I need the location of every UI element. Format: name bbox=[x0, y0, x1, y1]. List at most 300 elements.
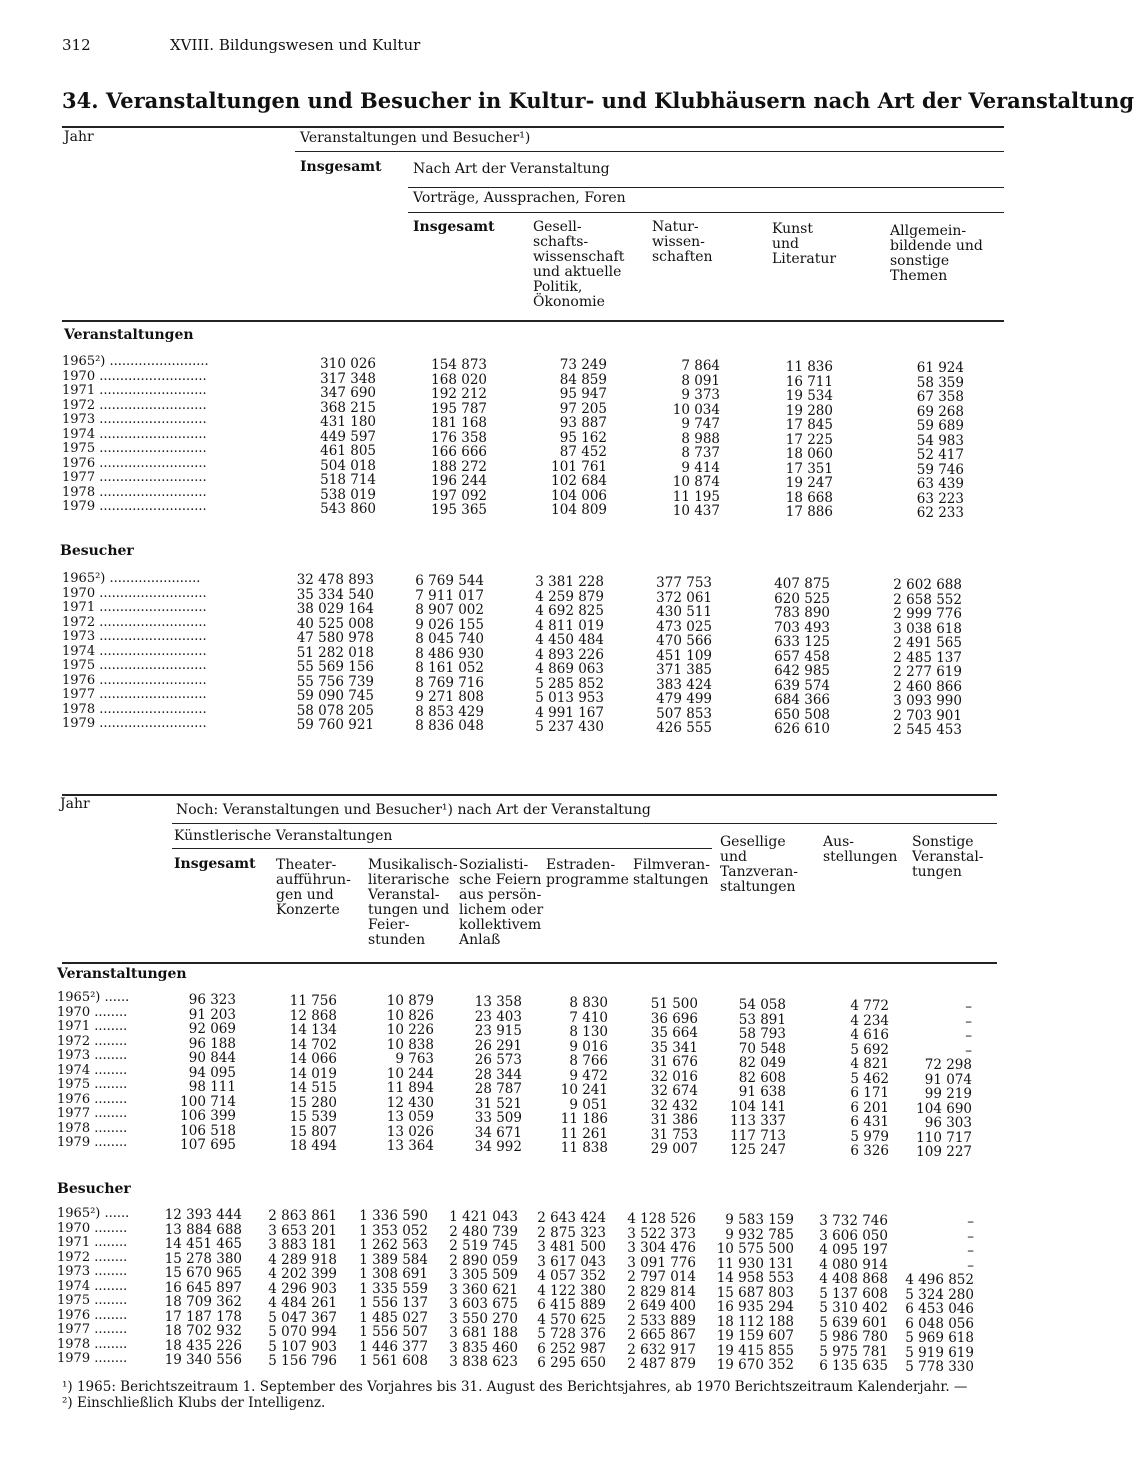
table-cell: 9 763 bbox=[395, 1051, 434, 1067]
table-cell: 5 975 781 bbox=[819, 1343, 888, 1360]
table-title: 34. Veranstaltungen und Besucher in Kultur- und Klubhäusern nach Art der Veranstaltung bbox=[62, 88, 1134, 113]
table-cell: 51 500 bbox=[650, 996, 698, 1012]
year-label: 1975 .......................... bbox=[62, 441, 207, 456]
table-cell: 15 539 bbox=[289, 1109, 337, 1125]
table-cell: 14 134 bbox=[289, 1022, 337, 1038]
table-cell: 82 608 bbox=[738, 1069, 786, 1086]
table-cell: 5 070 994 bbox=[268, 1324, 337, 1340]
table-cell: 626 610 bbox=[774, 721, 830, 737]
table-cell: 6 769 544 bbox=[415, 573, 484, 589]
table-cell: 91 638 bbox=[738, 1084, 786, 1100]
year-label: 1973 .......................... bbox=[62, 629, 207, 644]
table2-header-jahr: Jahr bbox=[60, 796, 90, 812]
table-cell: 4 122 380 bbox=[537, 1282, 606, 1299]
table-cell: 10 879 bbox=[386, 993, 434, 1009]
table2-veranstaltungen-years bbox=[57, 991, 157, 1151]
table-cell: 507 853 bbox=[656, 705, 712, 722]
table-cell: 684 366 bbox=[774, 692, 830, 708]
table-cell: 16 645 897 bbox=[164, 1279, 242, 1296]
table-cell: 95 947 bbox=[559, 386, 607, 402]
table-cell: 96 303 bbox=[924, 1115, 972, 1131]
table-cell: 113 337 bbox=[730, 1113, 786, 1129]
table-cell: 6 201 bbox=[850, 1099, 889, 1116]
year-label: 1970 ........ bbox=[57, 1220, 128, 1236]
table-cell: 23 403 bbox=[474, 1008, 522, 1025]
table-cell: 47 580 978 bbox=[296, 630, 374, 646]
table-cell: 9 373 bbox=[681, 387, 720, 403]
table-cell: 5 919 619 bbox=[905, 1344, 974, 1361]
table-cell: 28 344 bbox=[474, 1066, 522, 1083]
table-cell: 1 561 608 bbox=[359, 1353, 428, 1369]
table-cell: 87 452 bbox=[559, 444, 607, 460]
table1-rule-group bbox=[295, 151, 1004, 152]
table-cell: 9 016 bbox=[569, 1038, 608, 1055]
table-cell: 13 884 688 bbox=[164, 1221, 242, 1238]
table-cell: 32 016 bbox=[650, 1068, 698, 1085]
running-header bbox=[62, 36, 420, 54]
table-cell: 4 893 226 bbox=[535, 646, 604, 663]
table-cell: 7 864 bbox=[681, 358, 720, 374]
table-cell: – bbox=[967, 1214, 974, 1230]
table-cell: 4 289 918 bbox=[268, 1251, 337, 1268]
year-label: 1970 .......................... bbox=[62, 368, 207, 384]
year-label: 1975 ........ bbox=[57, 1077, 128, 1092]
table1-rule-nach-art bbox=[408, 187, 1004, 188]
table-cell: 543 860 bbox=[320, 501, 376, 517]
table-cell: 8 830 bbox=[569, 995, 608, 1011]
table-cell: 12 868 bbox=[289, 1007, 337, 1024]
table2-header-sozialistisch: Sozialisti- sche Feiern aus persön- lichem oder kollektivem Anlaß bbox=[459, 857, 544, 948]
table-cell: 1 353 052 bbox=[359, 1222, 428, 1239]
table-cell: 10 226 bbox=[386, 1022, 434, 1038]
table2-besucher-col-ausstellungen bbox=[800, 1214, 888, 1374]
table-cell: 84 859 bbox=[559, 371, 607, 388]
table2-besucher-col-film bbox=[608, 1212, 696, 1372]
table-cell: 4 296 903 bbox=[268, 1280, 337, 1297]
table2-besucher-col-estraden bbox=[518, 1211, 606, 1371]
table-cell: 377 753 bbox=[656, 575, 712, 591]
table2-header-kuenstlerische: Künstlerische Veranstaltungen bbox=[174, 828, 393, 844]
table1-besucher-years bbox=[62, 572, 286, 732]
table-cell: – bbox=[965, 1028, 972, 1044]
table-cell: 347 690 bbox=[320, 385, 376, 401]
table-cell: 4 080 914 bbox=[819, 1256, 888, 1273]
table-cell: 2 665 867 bbox=[627, 1327, 696, 1343]
table-cell: 61 924 bbox=[916, 360, 964, 376]
table-cell: 3 835 460 bbox=[449, 1339, 518, 1356]
table-cell: 657 458 bbox=[774, 648, 830, 665]
table-cell: 1 556 507 bbox=[359, 1324, 428, 1340]
table-cell: 55 569 156 bbox=[296, 659, 374, 675]
table1-rule-vortraege bbox=[408, 212, 1004, 213]
table-cell: 2 875 323 bbox=[537, 1224, 606, 1241]
table-cell: 54 058 bbox=[738, 997, 786, 1013]
table1-header-bottom-rule bbox=[62, 320, 1004, 322]
table2-besucher-years bbox=[57, 1207, 157, 1367]
table-cell: 3 838 623 bbox=[449, 1354, 518, 1370]
year-label: 1979 ........ bbox=[57, 1351, 128, 1366]
table-cell: 197 092 bbox=[431, 487, 487, 504]
table-cell: 4 570 625 bbox=[537, 1311, 606, 1328]
table-cell: 19 670 352 bbox=[716, 1357, 794, 1373]
table-cell: 703 493 bbox=[774, 619, 830, 636]
table-cell: 2 519 745 bbox=[449, 1238, 518, 1254]
year-label: 1965²) ...... bbox=[57, 1206, 130, 1221]
year-label: 1974 .......................... bbox=[62, 643, 207, 659]
table-cell: 18 494 bbox=[289, 1138, 337, 1154]
table-cell: 19 280 bbox=[785, 402, 833, 419]
table-cell: 5 986 780 bbox=[819, 1329, 888, 1345]
table-cell: 117 713 bbox=[730, 1127, 786, 1144]
table-cell: 783 890 bbox=[774, 605, 830, 621]
table-cell: 6 135 635 bbox=[819, 1358, 888, 1374]
table-cell: 2 485 137 bbox=[893, 649, 962, 666]
table-cell: 9 026 155 bbox=[415, 616, 484, 633]
table-cell: 4 811 019 bbox=[535, 617, 604, 634]
table-cell: 2 890 059 bbox=[449, 1252, 518, 1269]
table-cell: 4 234 bbox=[850, 1012, 889, 1029]
table-cell: 5 692 bbox=[850, 1041, 889, 1058]
table-cell: 93 887 bbox=[559, 415, 607, 431]
table1-besucher-col-kunst bbox=[740, 577, 830, 737]
table-cell: 69 268 bbox=[916, 403, 964, 420]
table-cell: 1 262 563 bbox=[359, 1237, 428, 1253]
chapter-title: XVIII. Bildungswesen und Kultur bbox=[170, 36, 421, 54]
table-cell: 8 045 740 bbox=[415, 631, 484, 647]
table2-col-gesellige bbox=[706, 998, 786, 1158]
table-cell: 6 415 889 bbox=[537, 1297, 606, 1313]
table-cell: 168 020 bbox=[431, 371, 487, 388]
table-cell: 4 259 879 bbox=[535, 588, 604, 605]
table-cell: 6 326 bbox=[850, 1143, 889, 1159]
table-cell: 2 487 879 bbox=[627, 1356, 696, 1372]
table-cell: 2 797 014 bbox=[627, 1269, 696, 1285]
table-cell: 19 247 bbox=[785, 475, 833, 491]
table-cell: 36 696 bbox=[650, 1010, 698, 1027]
table-cell: 5 285 852 bbox=[535, 675, 604, 692]
table-cell: 5 639 601 bbox=[819, 1314, 888, 1331]
table-cell: 2 703 901 bbox=[893, 707, 962, 724]
table1-header-nach-art: Nach Art der Veranstaltung bbox=[413, 161, 610, 177]
table-cell: 3 653 201 bbox=[268, 1222, 337, 1239]
table1-top-rule bbox=[62, 126, 1004, 128]
table-cell: 317 348 bbox=[320, 370, 376, 387]
table-cell: 5 137 608 bbox=[819, 1285, 888, 1302]
table-cell: 34 671 bbox=[474, 1124, 522, 1141]
table-cell: 407 875 bbox=[774, 576, 830, 592]
table-cell: 11 838 bbox=[560, 1140, 608, 1156]
table-cell: 3 617 043 bbox=[537, 1253, 606, 1270]
table-cell: 8 766 bbox=[569, 1053, 608, 1069]
table-cell: 4 202 399 bbox=[268, 1266, 337, 1282]
table-cell: 4 821 bbox=[850, 1056, 889, 1072]
table-cell: 372 061 bbox=[656, 589, 712, 606]
table-cell: 17 187 178 bbox=[164, 1308, 242, 1325]
table-cell: 10 244 bbox=[386, 1065, 434, 1082]
table-cell: 371 385 bbox=[656, 662, 712, 678]
table1-header-vortraege: Vorträge, Aussprachen, Foren bbox=[413, 190, 626, 206]
table2-col-ausstellungen bbox=[800, 999, 889, 1159]
table1-header-jahr: Jahr bbox=[64, 129, 94, 145]
table-cell: 19 340 556 bbox=[164, 1352, 242, 1368]
table-cell: 5 979 bbox=[850, 1128, 889, 1145]
table-cell: 1 336 590 bbox=[359, 1208, 428, 1224]
year-label: 1965²) ........................ bbox=[62, 354, 209, 369]
table-cell: 14 019 bbox=[289, 1065, 337, 1082]
table-cell: 104 141 bbox=[730, 1098, 786, 1115]
table2-besucher-col-gesellige bbox=[702, 1213, 794, 1373]
year-label: 1976 .......................... bbox=[62, 455, 207, 471]
table-cell: 59 760 921 bbox=[296, 717, 374, 733]
table-cell: 29 007 bbox=[650, 1141, 698, 1157]
table-cell: 3 091 776 bbox=[627, 1254, 696, 1271]
table-cell: 17 225 bbox=[785, 431, 833, 448]
table-cell: 35 664 bbox=[650, 1025, 698, 1041]
table-cell: 5 728 376 bbox=[537, 1326, 606, 1342]
table-cell: 92 069 bbox=[188, 1021, 236, 1037]
table-cell: 59 746 bbox=[916, 461, 964, 478]
year-label: 1973 ........ bbox=[57, 1048, 128, 1063]
table-cell: 14 958 553 bbox=[716, 1270, 794, 1286]
table-cell: 518 714 bbox=[320, 472, 376, 488]
year-label: 1978 ........ bbox=[57, 1336, 128, 1352]
table-cell: – bbox=[967, 1243, 974, 1259]
table-cell: 18 668 bbox=[785, 489, 833, 506]
table-cell: 461 805 bbox=[320, 443, 376, 459]
table-cell: 23 915 bbox=[474, 1023, 522, 1039]
table-cell: 5 047 367 bbox=[268, 1309, 337, 1326]
table-cell: 181 168 bbox=[431, 415, 487, 431]
year-label: 1970 .......................... bbox=[62, 585, 207, 601]
table-cell: 2 829 814 bbox=[627, 1283, 696, 1300]
table-cell: 3 304 476 bbox=[627, 1240, 696, 1256]
table-cell: 4 692 825 bbox=[535, 603, 604, 619]
table-cell: 4 484 261 bbox=[268, 1295, 337, 1311]
table-cell: 6 295 650 bbox=[537, 1355, 606, 1371]
table-cell: 650 508 bbox=[774, 706, 830, 723]
table-cell: 102 684 bbox=[551, 473, 607, 489]
table-cell: 166 666 bbox=[431, 444, 487, 460]
year-label: 1971 ........ bbox=[57, 1235, 128, 1250]
year-label: 1976 .......................... bbox=[62, 672, 207, 688]
table-cell: 154 873 bbox=[431, 357, 487, 373]
table1-besucher-col-natur bbox=[626, 576, 712, 736]
table-cell: 5 107 903 bbox=[268, 1338, 337, 1355]
year-label: 1979 .......................... bbox=[62, 499, 207, 514]
table-cell: 2 999 776 bbox=[893, 606, 962, 622]
year-label: 1977 ........ bbox=[57, 1322, 128, 1337]
table-cell: 11 261 bbox=[560, 1125, 608, 1142]
table-cell: 5 462 bbox=[850, 1070, 889, 1087]
table2-col-film bbox=[614, 997, 698, 1157]
table-cell: 451 109 bbox=[656, 647, 712, 664]
table-cell: 188 272 bbox=[431, 458, 487, 475]
table-cell: 11 186 bbox=[560, 1111, 608, 1127]
table1-section-label-besucher: Besucher bbox=[60, 543, 134, 559]
year-label: 1974 .......................... bbox=[62, 426, 207, 442]
table2-besucher-col-musikalisch bbox=[344, 1209, 428, 1369]
table-cell: 35 341 bbox=[650, 1039, 698, 1056]
table-cell: 196 244 bbox=[431, 473, 487, 489]
table-cell: 96 188 bbox=[188, 1035, 236, 1052]
table-cell: 8 988 bbox=[681, 430, 720, 447]
table-cell: 96 323 bbox=[188, 992, 236, 1008]
table-cell: 98 111 bbox=[188, 1079, 236, 1095]
table-cell: 17 845 bbox=[785, 417, 833, 433]
table-cell: 28 787 bbox=[474, 1081, 522, 1097]
year-label: 1975 ........ bbox=[57, 1293, 128, 1308]
year-label: 1978 .......................... bbox=[62, 484, 207, 500]
table-cell: 58 359 bbox=[916, 374, 964, 391]
table2-header-film: Filmveran- staltungen bbox=[633, 857, 710, 888]
table-cell: 62 233 bbox=[916, 505, 964, 521]
table-cell: 63 439 bbox=[916, 476, 964, 492]
table-cell: 1 421 043 bbox=[449, 1209, 518, 1225]
table-cell: 14 702 bbox=[289, 1036, 337, 1053]
table-cell: 106 399 bbox=[180, 1108, 236, 1124]
table-cell: 2 658 552 bbox=[893, 591, 962, 608]
table-cell: 15 670 965 bbox=[164, 1265, 242, 1281]
table1-col-allgemein bbox=[870, 361, 964, 521]
year-label: 1979 ........ bbox=[57, 1135, 128, 1150]
table1-col-insgesamt bbox=[290, 357, 376, 517]
table-cell: 13 059 bbox=[386, 1109, 434, 1125]
table-cell: 4 991 167 bbox=[535, 704, 604, 721]
table-cell: 7 911 017 bbox=[415, 587, 484, 604]
table-cell: 18 709 362 bbox=[164, 1294, 242, 1310]
year-label: 1977 ........ bbox=[57, 1106, 128, 1121]
table1-col-gesellschaft bbox=[515, 358, 607, 518]
table-cell: 12 430 bbox=[386, 1094, 434, 1111]
table-cell: 63 223 bbox=[916, 490, 964, 507]
table-cell: 633 125 bbox=[774, 634, 830, 650]
table-cell: 19 534 bbox=[785, 388, 833, 404]
table-cell: 10 575 500 bbox=[716, 1241, 794, 1257]
table-cell: 1 308 691 bbox=[359, 1266, 428, 1282]
table-cell: 18 112 188 bbox=[716, 1313, 794, 1330]
table-cell: 8 130 bbox=[569, 1024, 608, 1040]
table-cell: 100 714 bbox=[180, 1093, 236, 1110]
table1-header-gesellschaft: Gesell- schafts- wissenschaft und aktuelle Politik, Ökonomie bbox=[533, 219, 625, 310]
table-cell: 8 853 429 bbox=[415, 703, 484, 720]
table-cell: 82 049 bbox=[738, 1055, 786, 1071]
table-cell: 14 451 465 bbox=[164, 1236, 242, 1252]
year-label: 1976 ........ bbox=[57, 1307, 128, 1323]
table-cell: 10 241 bbox=[560, 1082, 608, 1098]
table2-besucher-col-sozialistisch bbox=[432, 1210, 518, 1370]
table-cell: 17 351 bbox=[785, 460, 833, 477]
table-cell: 91 203 bbox=[188, 1006, 236, 1023]
table-cell: 10 437 bbox=[672, 503, 720, 519]
table-cell: 15 280 bbox=[289, 1094, 337, 1111]
table-cell: 310 026 bbox=[320, 356, 376, 372]
table1-header-insgesamt: Insgesamt bbox=[300, 159, 382, 175]
table-cell: 1 556 137 bbox=[359, 1295, 428, 1311]
table-cell: 67 358 bbox=[916, 389, 964, 405]
table2-section-label-besucher: Besucher bbox=[57, 1181, 131, 1197]
table-cell: 16 935 294 bbox=[716, 1299, 794, 1315]
table-cell: 9 051 bbox=[569, 1096, 608, 1113]
table-cell: 11 894 bbox=[386, 1080, 434, 1096]
table-cell: 9 932 785 bbox=[725, 1226, 794, 1243]
table-cell: 18 702 932 bbox=[164, 1323, 242, 1339]
table2-col-k-insgesamt bbox=[158, 993, 236, 1153]
table2-rule-group bbox=[172, 823, 997, 824]
table-cell: 430 511 bbox=[656, 604, 712, 620]
table-cell: 6 252 987 bbox=[537, 1340, 606, 1357]
table-cell: 176 358 bbox=[431, 429, 487, 446]
table2-header-group: Noch: Veranstaltungen und Besucher¹) nach Art der Veranstaltung bbox=[176, 802, 651, 818]
table-cell: 470 566 bbox=[656, 633, 712, 649]
table-cell: 12 393 444 bbox=[164, 1207, 242, 1223]
table-cell: 2 480 739 bbox=[449, 1223, 518, 1240]
table1-header-kunst: Kunst und Literatur bbox=[772, 221, 837, 267]
table2-rule-kuenstlerische bbox=[172, 848, 712, 849]
table-cell: 31 676 bbox=[650, 1054, 698, 1070]
year-label: 1973 .......................... bbox=[62, 412, 207, 427]
table2-header-bottom-rule bbox=[62, 962, 997, 964]
table-cell: 5 969 618 bbox=[905, 1330, 974, 1346]
table-cell: 8 737 bbox=[681, 445, 720, 461]
table-cell: 449 597 bbox=[320, 428, 376, 445]
table-cell: 72 298 bbox=[924, 1057, 972, 1073]
table-cell: 104 809 bbox=[551, 502, 607, 518]
table-cell: 31 386 bbox=[650, 1112, 698, 1128]
table-cell: 431 180 bbox=[320, 414, 376, 430]
table1-header-allgemein: Allgemein- bildende und sonstige Themen bbox=[890, 223, 983, 284]
table1-besucher-col-gesellschaft bbox=[506, 575, 604, 735]
table-cell: 4 496 852 bbox=[905, 1272, 974, 1288]
table2-besucher-col-sonstige bbox=[886, 1215, 974, 1375]
table-cell: 8 161 052 bbox=[415, 660, 484, 676]
table-cell: 16 711 bbox=[785, 373, 833, 390]
table-cell: 195 365 bbox=[431, 502, 487, 518]
table-cell: 5 310 402 bbox=[819, 1300, 888, 1316]
footnotes bbox=[62, 1379, 967, 1411]
table-cell: 2 643 424 bbox=[537, 1210, 606, 1226]
table2-section-label-veranstaltungen: Veranstaltungen bbox=[57, 966, 187, 982]
table-cell: 426 555 bbox=[656, 720, 712, 736]
table-cell: 3 522 373 bbox=[627, 1225, 696, 1242]
table-cell: 479 499 bbox=[656, 691, 712, 707]
table2-col-sonstige bbox=[896, 1000, 972, 1160]
year-label: 1965²) ...... bbox=[57, 990, 130, 1005]
table-cell: 4 869 063 bbox=[535, 661, 604, 677]
table-cell: 13 026 bbox=[386, 1123, 434, 1140]
page-number: 312 bbox=[62, 36, 91, 54]
table-cell: 3 481 500 bbox=[537, 1239, 606, 1255]
table-cell: 95 162 bbox=[559, 429, 607, 446]
table-cell: 6 171 bbox=[850, 1085, 889, 1101]
year-label: 1978 ........ bbox=[57, 1120, 128, 1136]
table-cell: 70 548 bbox=[738, 1040, 786, 1057]
table-cell: 3 606 050 bbox=[819, 1227, 888, 1244]
table-cell: 383 424 bbox=[656, 676, 712, 693]
table2-header-estraden: Estraden- programme bbox=[546, 857, 629, 888]
table-cell: 104 690 bbox=[916, 1100, 972, 1117]
table-cell: 33 509 bbox=[474, 1110, 522, 1126]
table2-header-theater: Theater- aufführun- gen und Konzerte bbox=[276, 857, 351, 918]
table-cell: 10 826 bbox=[386, 1007, 434, 1024]
table-cell: 31 753 bbox=[650, 1126, 698, 1143]
table-cell: 5 324 280 bbox=[905, 1286, 974, 1303]
year-label: 1978 .......................... bbox=[62, 701, 207, 717]
table2-besucher-col-k-insgesamt bbox=[158, 1208, 242, 1368]
table-cell: 53 891 bbox=[738, 1011, 786, 1028]
table-cell: 15 278 380 bbox=[164, 1250, 242, 1267]
table1-col-natur bbox=[630, 359, 720, 519]
table-cell: 18 435 226 bbox=[164, 1337, 242, 1354]
